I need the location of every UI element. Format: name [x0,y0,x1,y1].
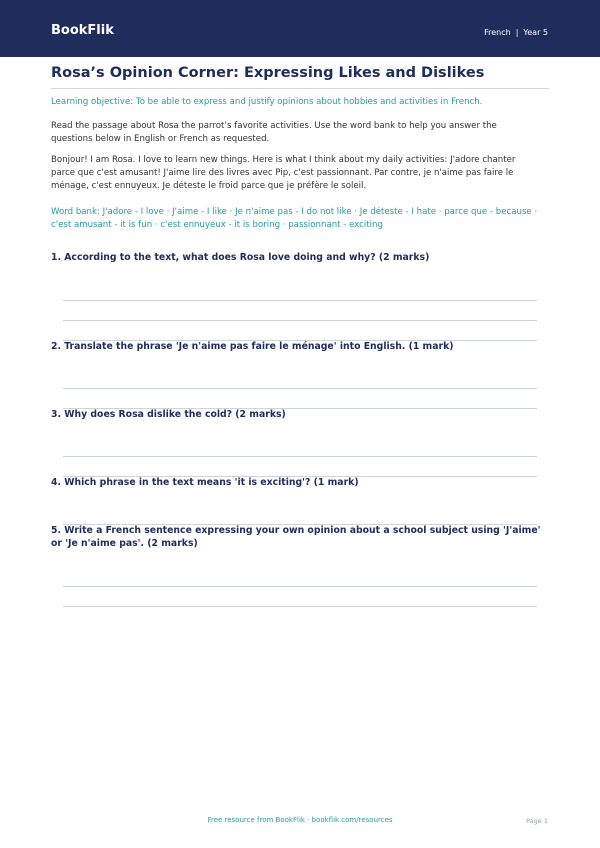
question-1: 1. According to the text, what does Rosa love doing and why? (2 marks) [51,252,430,263]
title-divider [51,88,549,89]
question-5: 5. Write a French sentence expressing your own opinion about a school subject using 'J'aime' or 'Je n'aime pas'. (2 marks) [51,525,541,549]
instructions: Read the passage about Rosa the parrot’s favorite activities. Use the word bank to help you answer the questions below in English or French as requested. [51,121,497,144]
subject-label: French [484,28,511,37]
word-bank: Word bank: J'adore - I love · J'aime - I like · Je n'aime pas - I do not like · Je déteste - I hate · parce que - because · c'est amusant - it is fun · c'est ennuyeux - it is boring · passionnant - exciting [51,207,538,230]
header-meta [484,28,548,37]
question-4: 4. Which phrase in the text means 'it is exciting'? (1 mark) [51,477,359,488]
page-header [0,0,600,57]
worksheet-title: Rosa’s Opinion Corner: Expressing Likes and Dislikes [51,65,485,81]
meta-separator: | [515,28,519,37]
answer-line[interactable] [63,456,537,457]
reading-passage: Bonjour! I am Rosa. I love to learn new things. Here is what I think about my daily activities: J'adore chanter parce que c'est amusant! J'aime lire des livres avec Pip, c'est passionnant. Par contre, je n'aime pas faire le ménage, c'est ennuyeux. Je déteste le froid parce que je préfère le soleil. [51,155,516,191]
page-number: Page 1 [526,817,548,825]
question-3: 3. Why does Rosa dislike the cold? (2 marks) [51,409,286,420]
learning-objective: Learning objective: To be able to express and justify opinions about hobbies and activities in French. [51,97,483,107]
year-label: Year 5 [523,28,548,37]
answer-line[interactable] [63,586,537,587]
answer-line[interactable] [63,320,537,321]
brand-logo: BookFlik [51,23,114,38]
question-2: 2. Translate the phrase 'Je n'aime pas faire le ménage' into English. (1 mark) [51,341,454,352]
answer-line[interactable] [63,300,537,301]
answer-line[interactable] [63,388,537,389]
answer-line[interactable] [63,606,537,607]
footer-credit: Free resource from BookFlik · bookflik.com/resources [207,816,393,824]
